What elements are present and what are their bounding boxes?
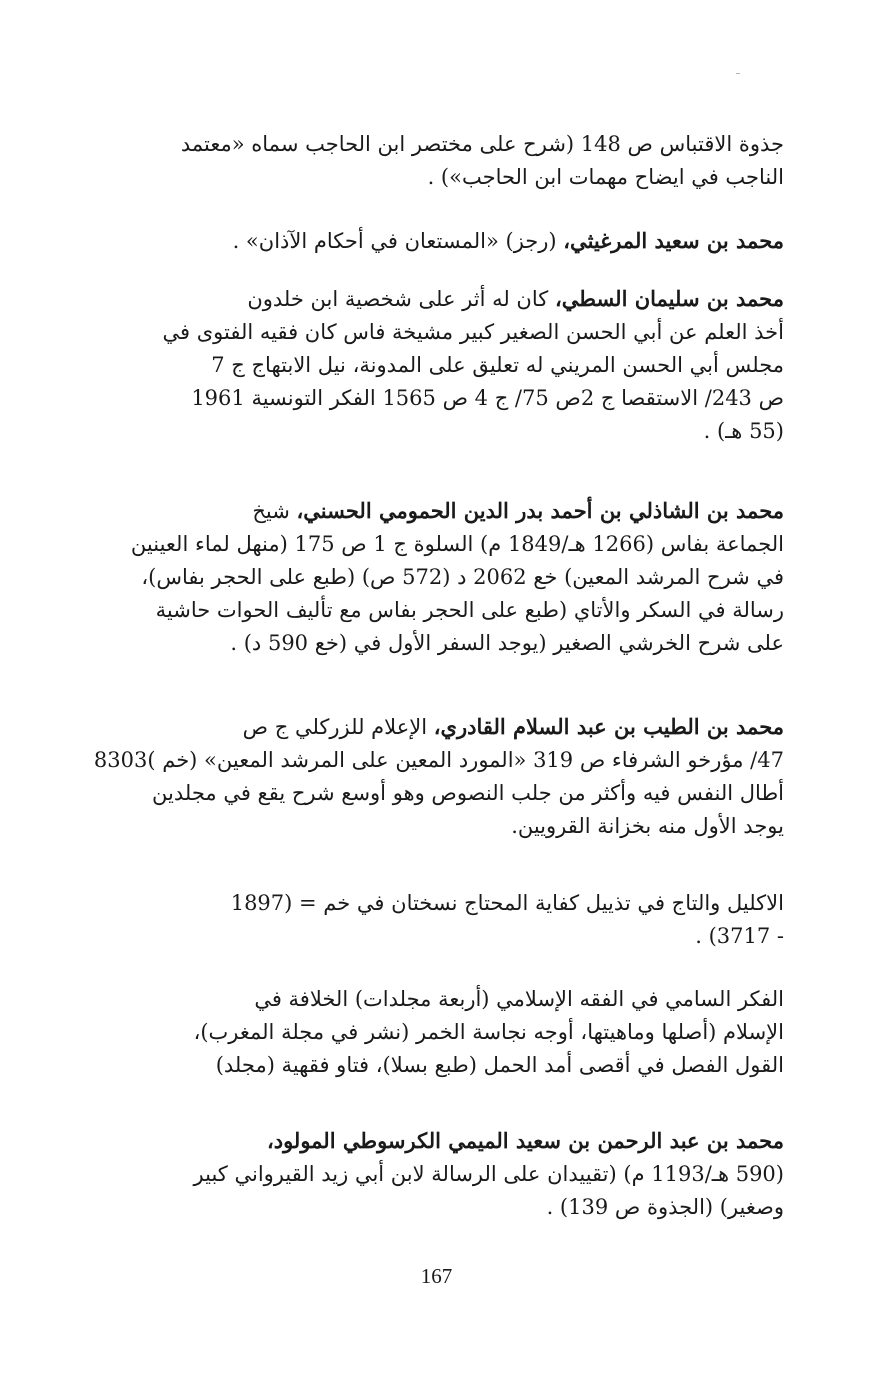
entry-paragraph [93, 710, 784, 843]
text-line: أخذ العلم عن أبي الحسن الصغير كبير مشيخة فاس كان فقيه الفتوى في [162, 320, 784, 344]
text-line: الإسلام (أصلها وماهيتها، أوجه نجاسة الخمر (نشر في مجلة المغرب)، [193, 1020, 784, 1044]
entry-paragraph [108, 887, 784, 953]
entry-name: محمد بن سعيد المرغيثي، [563, 228, 784, 253]
text-line: - 3717) . [695, 924, 784, 948]
text-line: يوجد الأول منه بخزانة القرويين. [511, 814, 784, 838]
entry-paragraph [108, 1124, 784, 1224]
text-line: أطال النفس فيه وأكثر من جلب النصوص وهو أوسع شرح يقع في مجلدين [152, 781, 784, 805]
text-line [108, 494, 784, 528]
entry-paragraph [108, 282, 784, 448]
entry-paragraph [108, 224, 784, 258]
text-line: الاكليل والتاج في تذييل كفاية المحتاج نسختان في خم = (1897 [230, 891, 784, 915]
text-line: ص 243/ الاستقصا ج 2ص 75/ ج 4 ص 1565 الفكر التونسية 1961 [191, 386, 784, 410]
entry-text: (رجز) «المستعان في أحكام الآذان» . [232, 229, 564, 253]
page-number: 167 [420, 1264, 453, 1288]
entry-paragraph [108, 494, 784, 660]
entry-text: شيخ [252, 499, 297, 523]
text-line: الفكر السامي في الفقه الإسلامي (أربعة مجلدات) الخلافة في [254, 987, 784, 1011]
text-line: جذوة الاقتباس ص 148 (شرح على مختصر ابن الحاجب سماه «معتمد [180, 132, 784, 156]
text-line [108, 282, 784, 316]
entry-paragraph [108, 128, 784, 194]
text-line: (55 هـ) . [703, 419, 784, 443]
text-line [108, 224, 784, 258]
entry-name: محمد بن سليمان السطي، [554, 286, 784, 311]
text-line: على شرح الخرشي الصغير (يوجد السفر الأول في (خع 590 د) . [230, 631, 784, 655]
text-line: القول الفصل في أقصى أمد الحمل (طبع بسلا)، فتاو فقهية (مجلد) [215, 1053, 784, 1077]
entry-text: كان له أثر على شخصية ابن خلدون [247, 287, 555, 311]
text-line: الناجب في ايضاح مهمات ابن الحاجب») . [427, 165, 784, 189]
text-line: مجلس أبي الحسن المريني له تعليق على المدونة، نيل الابتهاج ج 7 [211, 353, 784, 377]
entry-text: الإعلام للزركلي ج ص [242, 715, 434, 739]
entry-name: محمد بن الشاذلي بن أحمد بدر الدين الحمومي الحسني، [296, 498, 784, 523]
text-line [108, 710, 784, 744]
text-line: 47/ مؤرخو الشرفاء ص 319 «المورد المعين على المرشد المعين» (خم )8303 [93, 748, 784, 772]
entry-name: محمد بن الطيب بن عبد السلام القادري، [433, 714, 784, 739]
text-line: وصغير) (الجذوة ص 139) . [546, 1195, 784, 1219]
text-line: الجماعة بفاس (1266 هـ/1849 م) السلوة ج 1 ص 175 (منهل لماء العينين [130, 532, 784, 556]
text-line: (590 هـ/1193 م) (تقييدان على الرسالة لابن أبي زيد القيرواني كبير [193, 1162, 784, 1186]
entry-paragraph [108, 983, 784, 1082]
text-line [108, 1124, 784, 1158]
scan-speck [736, 73, 740, 74]
text-line: في شرح المرشد المعين) خع 2062 د (572 ص) (طبع على الحجر بفاس)، [141, 565, 784, 589]
entry-name: محمد بن عبد الرحمن بن سعيد الميمي الكرسوطي المولود، [266, 1128, 784, 1153]
text-line: رسالة في السكر والأتاي (طبع على الحجر بفاس مع تأليف الحوات حاشية [155, 598, 784, 622]
